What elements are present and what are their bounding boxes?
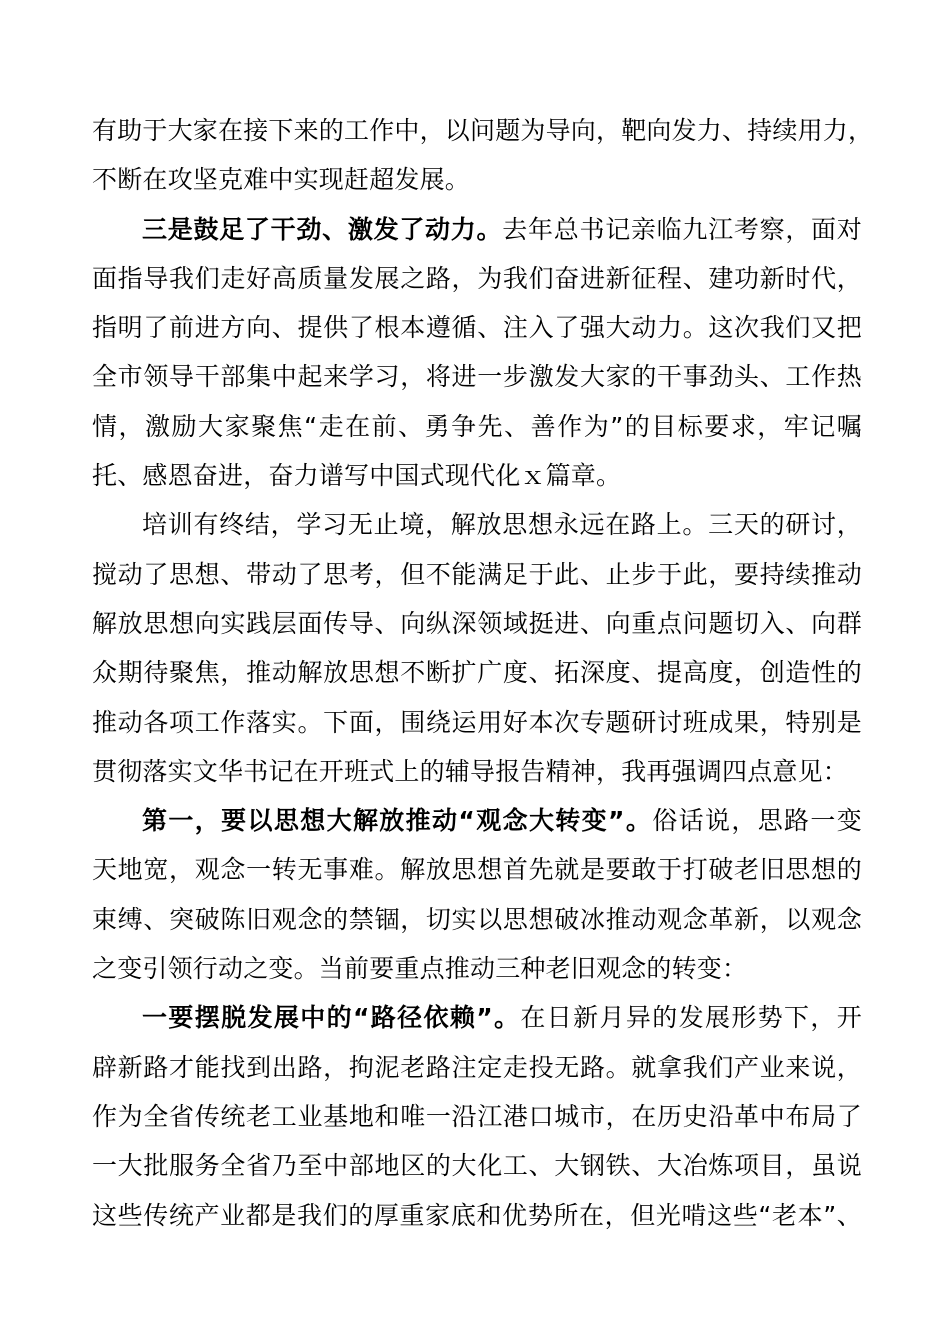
- text-line-2: 不断在攻坚克难中实现赶超发展。: [92, 165, 471, 195]
- document-body: [92, 106, 874, 1240]
- text-line-8: 托、感恩奋进，奋力谱写中国式现代化ｘ篇章。: [92, 461, 622, 491]
- text-line-14: 贯彻落实文华书记在开班式上的辅导报告精神，我再强调四点意见：: [92, 756, 849, 786]
- paragraph-heading: 一要摆脱发展中的“路径依赖”。: [142, 1003, 521, 1033]
- text-line-10: 搅动了思想、带动了思考，但不能满足于此、止步于此，要持续推动: [92, 559, 862, 589]
- text-line-3: 三是鼓足了干劲、激发了动力。去年总书记亲临九江考察，面对: [142, 214, 862, 244]
- text-line-4: 面指导我们走好高质量发展之路，为我们奋进新征程、建功新时代，: [92, 263, 862, 293]
- text-line-7: 情，激励大家聚焦“走在前、勇争先、善作为”的目标要求，牢记嘱: [92, 411, 862, 441]
- text-line-22: 一大批服务全省乃至中部地区的大化工、大钢铁、大冶炼项目，虽说: [92, 1151, 862, 1181]
- paragraph-heading: 三是鼓足了干劲、激发了动力。: [142, 214, 503, 244]
- text-line-16: 天地宽，观念一转无事难。解放思想首先就是要敢于打破老旧思想的: [92, 855, 862, 885]
- paragraph-heading: 第一，要以思想大解放推动“观念大转变”。: [142, 806, 653, 836]
- text-line-19: 一要摆脱发展中的“路径依赖”。在日新月异的发展形势下，开: [142, 1003, 862, 1033]
- text-line-15: 第一，要以思想大解放推动“观念大转变”。俗话说，思路一变: [142, 806, 862, 836]
- text-line-11: 解放思想向实践层面传导、向纵深领域挺进、向重点问题切入、向群: [92, 608, 862, 638]
- text-line-1: 有助于大家在接下来的工作中，以问题为导向，靶向发力、持续用力，: [92, 116, 874, 145]
- text-line-20: 辟新路才能找到出路，拘泥老路注定走投无路。就拿我们产业来说，: [92, 1052, 862, 1082]
- text-line-6: 全市领导干部集中起来学习，将进一步激发大家的干事劲头、工作热: [92, 362, 862, 392]
- text-line-18: 之变引领行动之变。当前要重点推动三种老旧观念的转变：: [92, 954, 748, 984]
- text-line-17: 束缚、突破陈旧观念的禁锢，切实以思想破冰推动观念革新，以观念: [92, 904, 862, 934]
- text-line-23: 这些传统产业都是我们的厚重家底和优势所在，但光啃这些“老本”、: [92, 1200, 862, 1230]
- text-line-5: 指明了前进方向、提供了根本遵循、注入了强大动力。这次我们又把: [92, 313, 862, 343]
- text-line-13: 推动各项工作落实。下面，围绕运用好本次专题研讨班成果，特别是: [92, 707, 862, 737]
- text-line-12: 众期待聚焦，推动解放思想不断扩广度、拓深度、提高度，创造性的: [92, 658, 862, 688]
- text-line-9: 培训有终结，学习无止境，解放思想永远在路上。三天的研讨，: [142, 510, 862, 540]
- text-line-21: 作为全省传统老工业基地和唯一沿江港口城市，在历史沿革中布局了: [92, 1101, 862, 1131]
